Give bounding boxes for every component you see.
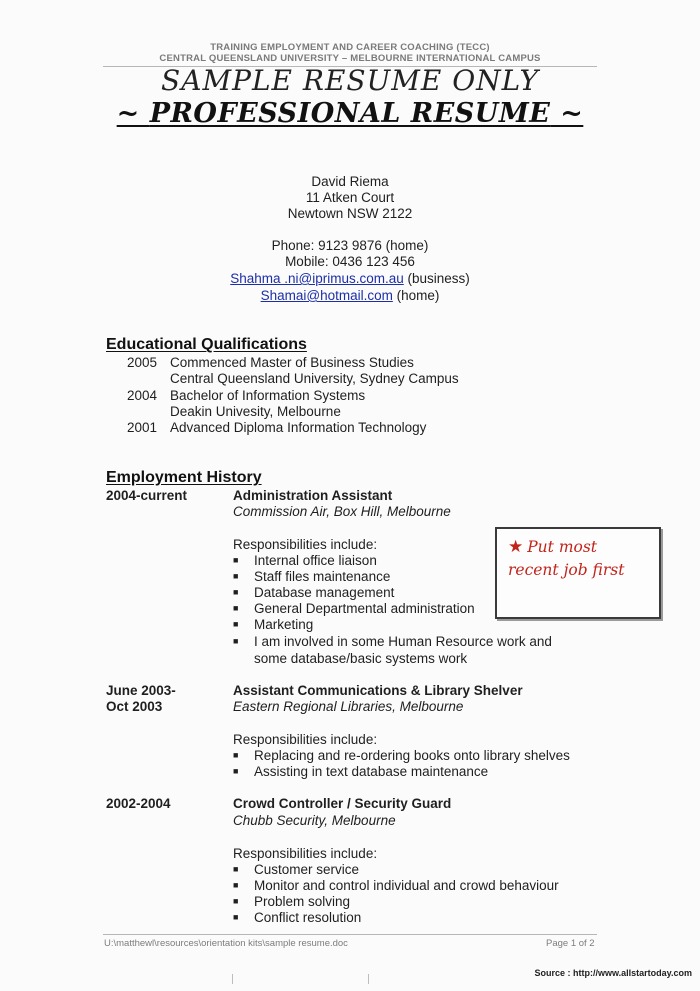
list-item: ■ Assisting in text database maintenance xyxy=(233,764,489,779)
list-item-continuation: some database/basic systems work xyxy=(254,651,468,666)
list-item: ■ Replacing and re-ordering books onto library shelves xyxy=(233,748,570,763)
bullet-icon: ■ xyxy=(233,636,239,646)
bullet-icon: ■ xyxy=(233,555,239,565)
bullet-icon: ■ xyxy=(233,912,239,922)
bullet-icon: ■ xyxy=(233,619,239,629)
job-period: 2004-current xyxy=(106,488,188,503)
edu-institution: Central Queensland University, Sydney Campus xyxy=(170,371,459,386)
title-sample-resume: SAMPLE RESUME ONLY xyxy=(161,64,539,97)
job-employer: Eastern Regional Libraries, Melbourne xyxy=(233,699,464,714)
edu-qualification: Advanced Diploma Information Technology xyxy=(170,420,427,435)
margin-mark xyxy=(368,974,370,984)
list-item: ■ Monitor and control individual and crowd behaviour xyxy=(233,878,559,893)
contact-phone: Phone: 9123 9876 (home) xyxy=(271,238,429,253)
contact-suburb: Newtown NSW 2122 xyxy=(287,206,413,221)
note-line-2: recent job first xyxy=(508,561,625,579)
edu-institution: Deakin Univesity, Melbourne xyxy=(170,404,341,419)
list-item: ■ Customer service xyxy=(233,862,360,877)
contact-mobile: Mobile: 0436 123 456 xyxy=(285,254,415,269)
education-heading: Educational Qualifications xyxy=(106,336,307,353)
footer-page-number: Page 1 of 2 xyxy=(546,938,595,949)
bullet-icon: ■ xyxy=(233,587,239,597)
bullet-icon: ■ xyxy=(233,603,239,613)
list-item: ■ I am involved in some Human Resource work and xyxy=(233,634,552,649)
employment-heading: Employment History xyxy=(106,469,262,486)
job-period: 2002-2004 xyxy=(106,796,171,811)
list-item: ■ General Departmental administration xyxy=(233,601,475,616)
responsibilities-label: Responsibilities include: xyxy=(233,732,378,747)
edu-year: 2005 xyxy=(127,355,158,370)
edu-year: 2001 xyxy=(127,420,158,435)
margin-mark xyxy=(232,974,234,984)
contact-street: 11 Atken Court xyxy=(305,190,395,205)
contact-email-business: Shahma .ni@iprimus.com.au (business) xyxy=(230,271,470,286)
header-organisation: TRAINING EMPLOYMENT AND CAREER COACHING (TECC) xyxy=(210,42,490,53)
job-title: Administration Assistant xyxy=(233,488,393,503)
bullet-icon: ■ xyxy=(233,571,239,581)
edu-year: 2004 xyxy=(127,388,158,403)
job-title: Assistant Communications & Library Shelver xyxy=(233,683,523,698)
list-item: ■ Marketing xyxy=(233,617,314,632)
job-title: Crowd Controller / Security Guard xyxy=(233,796,452,811)
star-icon: ★ xyxy=(508,537,524,557)
job-employer: Chubb Security, Melbourne xyxy=(233,813,396,828)
bullet-icon: ■ xyxy=(233,864,239,874)
bullet-icon: ■ xyxy=(233,880,239,890)
contact-name: David Riema xyxy=(311,174,389,189)
list-item: ■ Problem solving xyxy=(233,894,351,909)
job-period: June 2003- xyxy=(106,683,176,698)
title-professional-resume: ~ PROFESSIONAL RESUME ~ xyxy=(116,98,584,129)
list-item: ■ Internal office liaison xyxy=(233,553,377,568)
bullet-icon: ■ xyxy=(233,896,239,906)
bullet-icon: ■ xyxy=(233,766,239,776)
source-credit: Source : http://www.allstartoday.com xyxy=(534,968,692,978)
list-item: ■ Database management xyxy=(233,585,395,600)
email-business-link[interactable]: Shahma .ni@iprimus.com.au xyxy=(230,271,404,286)
list-item: ■ Conflict resolution xyxy=(233,910,362,925)
footer-divider xyxy=(103,934,597,935)
responsibilities-label: Responsibilities include: xyxy=(233,846,378,861)
header-campus: CENTRAL QUEENSLAND UNIVERSITY – MELBOURNE INTERNATIONAL CAMPUS xyxy=(159,53,541,64)
job-employer: Commission Air, Box Hill, Melbourne xyxy=(233,504,451,519)
job-period-end: Oct 2003 xyxy=(106,699,163,714)
responsibilities-label: Responsibilities include: xyxy=(233,537,378,552)
edu-qualification: Commenced Master of Business Studies xyxy=(170,355,414,370)
footer-file-path: U:\matthewl\resources\orientation kits\sample resume.doc xyxy=(104,938,348,949)
email-home-link[interactable]: Shamai@hotmail.com xyxy=(260,288,393,303)
list-item: ■ Staff files maintenance xyxy=(233,569,391,584)
contact-email-home: Shamai@hotmail.com (home) xyxy=(260,288,440,303)
edu-qualification: Bachelor of Information Systems xyxy=(170,388,366,403)
bullet-icon: ■ xyxy=(233,750,239,760)
note-line-1: ★ Put most xyxy=(508,537,598,557)
